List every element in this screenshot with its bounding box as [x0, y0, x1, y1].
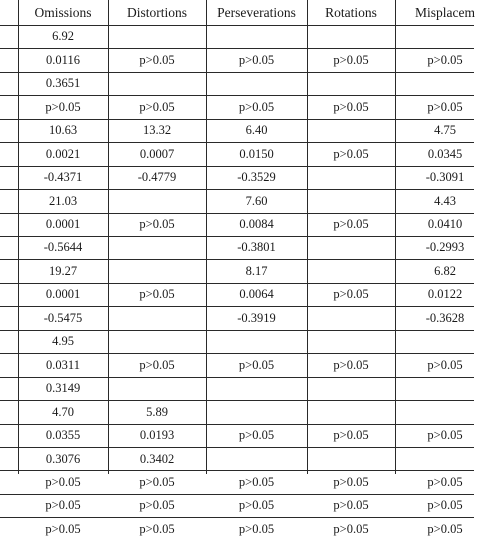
- row-divider: [0, 259, 474, 260]
- table-cell-perseverations: -0.3801: [237, 240, 276, 255]
- table-cell-rotations: [307, 25, 395, 48]
- table-cell-perseverations: [206, 377, 307, 400]
- table-cell-misplacements: -0.3628: [425, 310, 465, 325]
- table-cell-distortions: p>0.05: [139, 521, 175, 536]
- table-cell-rotations: [307, 330, 395, 353]
- table-row: [0, 283, 474, 306]
- table-cell-misplacements: p>0.05: [427, 474, 463, 489]
- table-cell-rotations: [307, 119, 395, 142]
- table-row: [0, 72, 474, 95]
- table-cell-misplacements: [395, 400, 495, 423]
- table-cell-perseverations: [206, 447, 307, 470]
- table-cell-rotations: [307, 236, 395, 259]
- table-cell-omissions: 4.95: [52, 334, 74, 349]
- table-cell-rotations: p>0.05: [333, 521, 369, 536]
- column-header-perseverations: Perseverations: [217, 4, 296, 20]
- row-divider: [0, 283, 474, 284]
- table-row: [0, 353, 474, 376]
- table-row: [0, 494, 474, 517]
- table-cell-distortions: [108, 189, 206, 212]
- row-divider: [0, 236, 474, 237]
- table-cell-distortions: [108, 259, 206, 282]
- table-cell-perseverations: [206, 72, 307, 95]
- table-cell-misplacements: [395, 72, 495, 95]
- table-cell-misplacements: 0.0410: [427, 217, 463, 232]
- table-row: [0, 236, 474, 259]
- table-cell-perseverations: p>0.05: [238, 521, 275, 536]
- row-divider: [0, 494, 474, 495]
- table-cell-rotations: p>0.05: [333, 357, 369, 372]
- table-cell-misplacements: p>0.05: [427, 99, 463, 114]
- row-divider: [0, 306, 474, 307]
- table-cell-omissions: 0.0001: [45, 217, 81, 232]
- row-divider: [0, 166, 474, 167]
- table-cell-rotations: [307, 447, 395, 470]
- table-cell-misplacements: 6.82: [434, 263, 456, 278]
- table-cell-perseverations: 8.17: [245, 263, 268, 278]
- row-divider: [0, 142, 474, 143]
- table-cell-distortions: 0.0193: [139, 428, 175, 443]
- table-cell-distortions: p>0.05: [139, 99, 175, 114]
- table-cell-distortions: 13.32: [142, 123, 172, 138]
- table-cell-omissions: 19.27: [48, 263, 78, 278]
- table-cell-misplacements: -0.2993: [425, 240, 465, 255]
- table-cell-omissions: 0.3651: [45, 76, 81, 91]
- table-cell-distortions: [108, 306, 206, 329]
- table-cell-misplacements: p>0.05: [427, 498, 463, 513]
- column-header-omissions: Omissions: [34, 4, 92, 20]
- table-cell-misplacements: [395, 330, 495, 353]
- table-cell-omissions: 10.63: [48, 123, 78, 138]
- row-divider: [0, 470, 474, 471]
- table-cell-misplacements: 4.75: [434, 123, 456, 138]
- table-cell-rotations: p>0.05: [333, 287, 369, 302]
- table-row: [0, 470, 474, 493]
- table-cell-misplacements: p>0.05: [427, 428, 463, 443]
- table-cell-rotations: [307, 189, 395, 212]
- column-divider: [307, 0, 308, 474]
- table-cell-perseverations: 0.0084: [239, 217, 274, 232]
- table-cell-rotations: p>0.05: [333, 146, 369, 161]
- column-header-misplacements: Misplacem: [415, 4, 475, 20]
- table-cell-distortions: p>0.05: [139, 287, 175, 302]
- row-divider: [0, 48, 474, 49]
- table-cell-distortions: p>0.05: [139, 498, 175, 513]
- table-cell-omissions: 0.0021: [45, 146, 81, 161]
- table-cell-omissions: -0.5644: [43, 240, 83, 255]
- row-divider: [0, 447, 474, 448]
- row-divider: [0, 189, 474, 190]
- table-row: [0, 48, 474, 71]
- table-cell-omissions: 6.92: [52, 29, 74, 44]
- table-cell-perseverations: p>0.05: [238, 357, 275, 372]
- row-divider: [0, 424, 474, 425]
- table-row: [0, 259, 474, 282]
- row-divider: [0, 95, 474, 96]
- table-row: [0, 119, 474, 142]
- table-cell-omissions: 0.3149: [45, 381, 81, 396]
- row-divider: [0, 213, 474, 214]
- table-cell-rotations: p>0.05: [333, 99, 369, 114]
- table-cell-misplacements: 4.43: [434, 193, 456, 208]
- table-row: [0, 213, 474, 236]
- table-cell-misplacements: [395, 377, 495, 400]
- table-cell-misplacements: 0.0345: [427, 146, 463, 161]
- row-divider: [0, 377, 474, 378]
- table-cell-omissions: p>0.05: [45, 521, 81, 536]
- table-cell-misplacements: [395, 447, 495, 470]
- table-cell-perseverations: [206, 330, 307, 353]
- table-row: [0, 189, 474, 212]
- table-cell-rotations: [307, 259, 395, 282]
- row-divider: [0, 330, 474, 331]
- table-cell-misplacements: 0.0122: [427, 287, 463, 302]
- row-divider: [0, 119, 474, 120]
- row-divider: [0, 25, 474, 26]
- table-cell-rotations: p>0.05: [333, 474, 369, 489]
- table-cell-misplacements: -0.3091: [425, 170, 465, 185]
- table-cell-omissions: p>0.05: [45, 99, 81, 114]
- table-cell-distortions: [108, 330, 206, 353]
- table-cell-distortions: [108, 377, 206, 400]
- column-header-distortions: Distortions: [126, 4, 187, 20]
- row-divider: [0, 400, 474, 401]
- table-cell-distortions: [108, 72, 206, 95]
- table-cell-perseverations: 0.0150: [239, 146, 274, 161]
- table-cell-rotations: [307, 377, 395, 400]
- table-cell-omissions: -0.4371: [43, 170, 83, 185]
- column-divider: [395, 0, 396, 474]
- table-cell-misplacements: p>0.05: [427, 52, 463, 67]
- table-cell-omissions: p>0.05: [45, 498, 81, 513]
- table-row: [0, 330, 474, 353]
- column-divider: [108, 0, 109, 474]
- table-cell-perseverations: 6.40: [245, 123, 268, 138]
- table-cell-perseverations: p>0.05: [238, 52, 275, 67]
- table-cell-perseverations: [206, 400, 307, 423]
- table-cell-perseverations: [206, 25, 307, 48]
- row-divider: [0, 353, 474, 354]
- table-cell-omissions: 0.0116: [46, 52, 80, 67]
- table-row: [0, 25, 474, 48]
- table-cell-distortions: [108, 236, 206, 259]
- table-cell-misplacements: p>0.05: [427, 357, 463, 372]
- table-cell-rotations: [307, 306, 395, 329]
- table-row: [0, 306, 474, 329]
- table-cell-perseverations: p>0.05: [238, 428, 275, 443]
- table-cell-rotations: p>0.05: [333, 498, 369, 513]
- column-header-rotations: Rotations: [325, 4, 377, 20]
- table-cell-distortions: p>0.05: [139, 357, 175, 372]
- table-cell-misplacements: [395, 25, 495, 48]
- table-cell-omissions: 21.03: [48, 193, 78, 208]
- table-cell-distortions: -0.4779: [137, 170, 177, 185]
- table-row: [0, 400, 474, 423]
- table-cell-perseverations: p>0.05: [238, 474, 275, 489]
- table-row: [0, 95, 474, 118]
- table-cell-omissions: -0.5475: [43, 310, 83, 325]
- table-cell-rotations: [307, 400, 395, 423]
- table-header-row: [0, 0, 474, 25]
- table-row: [0, 166, 474, 189]
- column-divider: [206, 0, 207, 474]
- table-cell-rotations: p>0.05: [333, 217, 369, 232]
- table-cell-omissions: 0.0355: [45, 428, 81, 443]
- table-cell-perseverations: 7.60: [245, 193, 268, 208]
- table-cell-distortions: p>0.05: [139, 217, 175, 232]
- row-divider: [0, 72, 474, 73]
- table-row: [0, 377, 474, 400]
- table-cell-distortions: [108, 25, 206, 48]
- table-cell-omissions: 0.0001: [45, 287, 81, 302]
- table-cell-perseverations: 0.0064: [239, 287, 274, 302]
- table-cell-distortions: 0.0007: [139, 146, 175, 161]
- table-row: [0, 424, 474, 447]
- table-cell-perseverations: -0.3919: [237, 310, 276, 325]
- row-divider: [0, 517, 474, 518]
- table-cell-rotations: [307, 72, 395, 95]
- table-row: [0, 447, 474, 470]
- table-cell-perseverations: -0.3529: [237, 170, 276, 185]
- table-cell-misplacements: p>0.05: [427, 521, 463, 536]
- table-row: [0, 142, 474, 165]
- table-cell-distortions: 5.89: [146, 404, 168, 419]
- table-cell-distortions: p>0.05: [139, 474, 175, 489]
- table-cell-omissions: 0.3076: [45, 451, 81, 466]
- table-cell-rotations: [307, 166, 395, 189]
- table-row: [0, 517, 474, 540]
- column-divider: [18, 0, 19, 474]
- table-cell-distortions: p>0.05: [139, 52, 175, 67]
- table-cell-rotations: p>0.05: [333, 52, 369, 67]
- table-cell-omissions: 4.70: [52, 404, 74, 419]
- table-cell-perseverations: p>0.05: [238, 498, 275, 513]
- table-cell-omissions: p>0.05: [45, 474, 81, 489]
- table-cell-perseverations: p>0.05: [238, 99, 275, 114]
- table-cell-distortions: 0.3402: [139, 451, 175, 466]
- table-cell-omissions: 0.0311: [46, 357, 80, 372]
- table-cell-rotations: p>0.05: [333, 428, 369, 443]
